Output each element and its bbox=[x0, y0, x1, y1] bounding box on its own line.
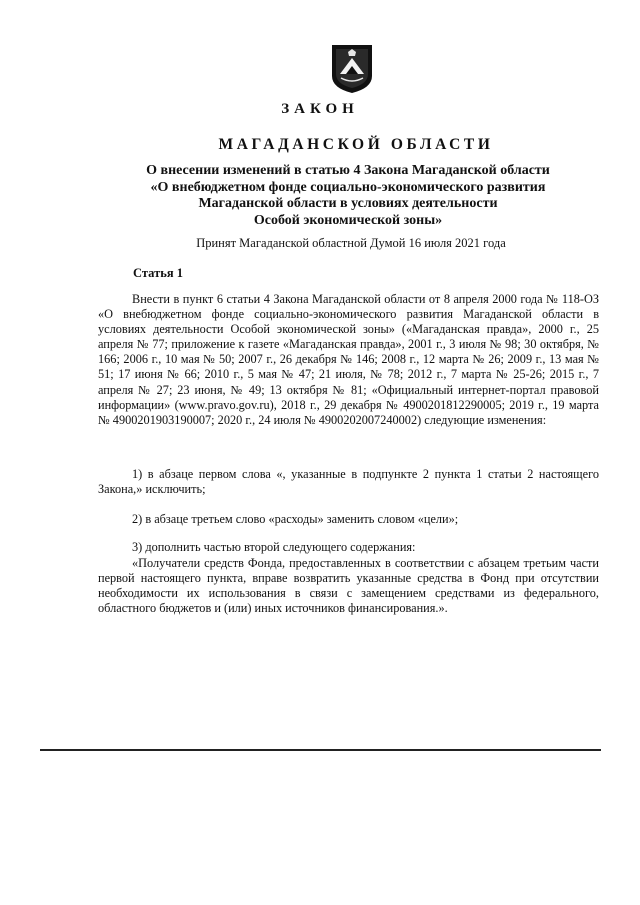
article-intro: Внести в пункт 6 статьи 4 Закона Магаданской области от 8 апреля 2000 года № 118-ОЗ «О внебюджетном фонде социально-экономического развития Магаданской области в условиях деятельности Особой экономической зоны» («Магаданская правда», 2000 г., 25 апреля № 77; приложение к газете «Магаданская правда», 2001 г., 3 июля № 98; 30 октября, № 166; 2006 г., 10 мая № 50; 2007 г., 26 декабря № 146; 2008 г., 12 марта № 26; 2009 г., 13 мая № 51; 17 июня № 66; 2010 г., 5 мая № 47; 21 июля, № 78; 2012 г., 7 марта № 25-26; 2015 г., 7 апреля № 27; 23 июня, № 49; 13 октября № 81; «Официальный интернет-портал правовой информации» (www.pravo.gov.ru), 2018 г., 29 декабря № 4900201812290005; 2019 г., 19 марта № 4900201903190007; 2020 г., 24 июля № 4900202007240002) следующие изменения: bbox=[98, 292, 599, 427]
amendment-item-3: 3) дополнить частью второй следующего содержания: bbox=[132, 540, 416, 554]
amendment-item-2: 2) в абзаце третьем слово «расходы» заменить словом «цели»; bbox=[132, 512, 459, 526]
coat-of-arms-icon bbox=[331, 44, 373, 94]
document-type: ЗАКОН bbox=[281, 101, 359, 117]
subject-line: Особой экономической зоны» bbox=[253, 212, 443, 228]
subject-line: «О внебюджетном фонде социально-экономического развития bbox=[150, 179, 546, 195]
quoted-text: «Получатели средств Фонда, предоставленных в соответствии с абзацем третьим части первой настоящего пункта, вправе возвратить указанные средства в Фонд при отсутствии необходимости их использования в связи с замещением средствами из федерального, областного бюджетов и (или) иных источников финансирования.». bbox=[98, 556, 599, 616]
article-heading: Статья 1 bbox=[133, 266, 183, 280]
law-subject bbox=[98, 163, 598, 229]
region-name: МАГАДАНСКОЙ ОБЛАСТИ bbox=[218, 136, 494, 153]
adoption-note: Принят Магаданской областной Думой 16 июля 2021 года bbox=[196, 236, 506, 250]
amendment-item-1: 1) в абзаце первом слова «, указанные в подпункте 2 пункта 1 статьи 2 настоящего Закона,» исключить; bbox=[98, 467, 599, 497]
subject-line: Магаданской области в условиях деятельности bbox=[198, 196, 498, 211]
footer-divider bbox=[40, 749, 601, 751]
subject-line: О внесении изменений в статью 4 Закона Магаданской области bbox=[146, 163, 550, 178]
